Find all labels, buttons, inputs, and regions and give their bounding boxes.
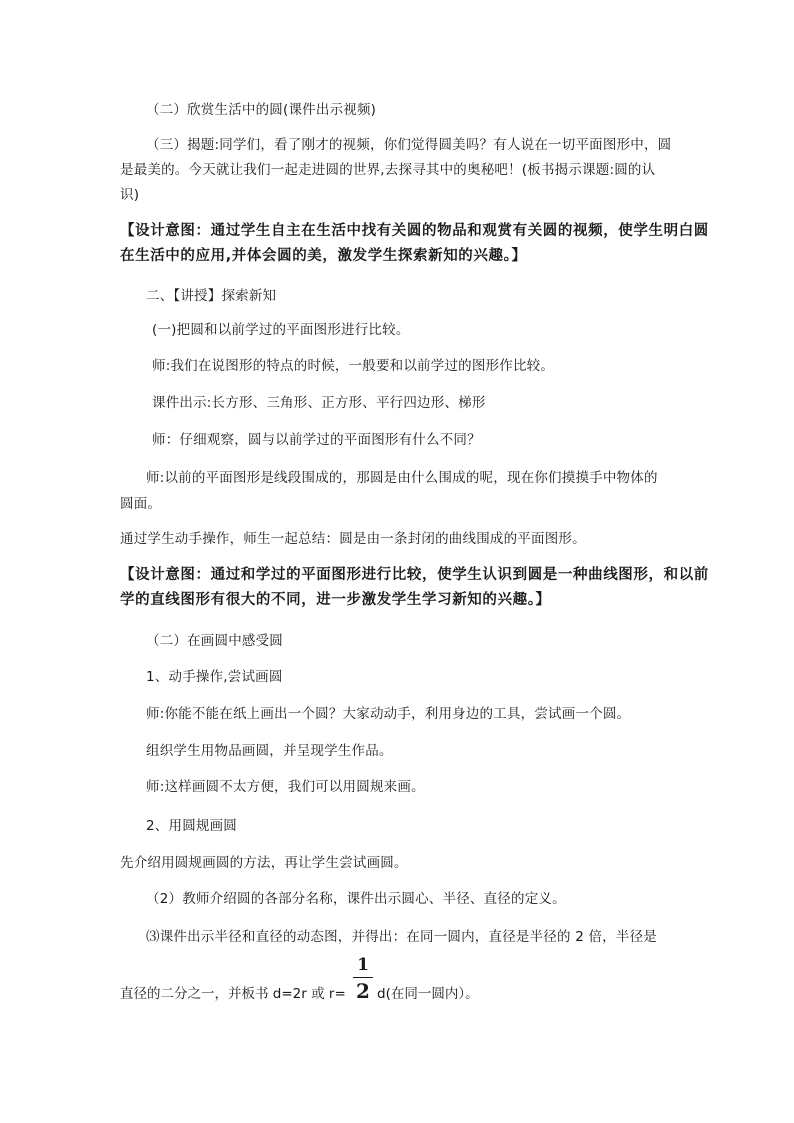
paragraph-reveal-topic-line1: （三）揭题:同学们，看了刚才的视频，你们觉得圆美吗？有人说在一切平面图形中，圆 — [146, 137, 672, 153]
paragraph-radius-diameter-line2-end: d(在同一圆内）。 — [377, 986, 479, 1002]
paragraph-appreciate-circles: （二）欣赏生活中的圆(课件出示视频) — [146, 102, 377, 118]
paragraph-reveal-topic-line3: 识) — [120, 187, 140, 203]
section-heading-draw-circle: （二）在画圆中感受圆 — [146, 633, 283, 649]
fraction-denominator: 2 — [356, 979, 370, 1003]
paragraph-organize-students: 组织学生用物品画圆，并呈现学生作品。 — [146, 743, 393, 759]
fraction-numerator: 1 — [357, 955, 369, 975]
paragraph-radius-diameter-line2-start: 直径的二分之一，并板书 d=2r 或 r= — [120, 986, 346, 1002]
paragraph-teacher-curves-line1: 师:以前的平面图形是线段围成的，那圆是由什么围成的呢，现在你们摸摸手中物体的 — [146, 470, 658, 486]
paragraph-teacher-draw: 师:你能不能在纸上画出一个圆？大家动动手，利用身边的工具，尝试画一个圆。 — [146, 706, 631, 722]
paragraph-teacher-observe: 师：仔细观察，圆与以前学过的平面图形有什么不同？ — [152, 432, 481, 448]
paragraph-radius-diameter-line1: ⑶课件出示半径和直径的动态图，并得出：在同一圆内，直径是半径的 2 倍，半径是 — [146, 929, 657, 945]
paragraph-use-compass: 师:这样画圆不太方便，我们可以用圆规来画。 — [146, 779, 425, 795]
paragraph-try-drawing: 1、动手操作,尝试画圆 — [146, 669, 283, 685]
design-intent-1-line1: 【设计意图：通过学生自主在生活中找有关圆的物品和观赏有关圆的视频，使学生明白圆 — [120, 223, 709, 239]
paragraph-compass-title: 2、用圆规画圆 — [146, 818, 237, 834]
paragraph-teacher-compare: 师:我们在说图形的特点的时候，一般要和以前学过的图形作比较。 — [152, 358, 555, 374]
section-heading-explore: 二、【讲授】探索新知 — [146, 288, 277, 304]
fraction-one-half — [352, 955, 374, 1002]
design-intent-1-line2: 在生活中的应用,并体会圆的美，激发学生探索新知的兴趣。】 — [120, 248, 527, 264]
design-intent-2-line1: 【设计意图：通过和学过的平面图形进行比较，使学生认识到圆是一种曲线图形，和以前 — [120, 567, 709, 583]
paragraph-courseware-shapes: 课件出示:长方形、三角形、正方形、平行四边形、梯形 — [152, 395, 486, 411]
paragraph-compass-method: 先介绍用圆规画圆的方法，再让学生尝试画圆。 — [120, 855, 408, 871]
paragraph-teacher-curves-line2: 圆面。 — [120, 496, 162, 512]
fraction-bar — [353, 977, 373, 978]
paragraph-reveal-topic-line2: 是最美的。今天就让我们一起走进圆的世界,去探寻其中的奥秘吧！(板书揭示课题:圆的认 — [120, 162, 656, 178]
design-intent-2-line2: 学的直线图形有很大的不同，进一步激发学生学习新知的兴趣。】 — [120, 592, 551, 608]
paragraph-summary: 通过学生动手操作，师生一起总结：圆是由一条封闭的曲线围成的平面图形。 — [120, 531, 586, 547]
paragraph-compare-shapes: (一)把圆和以前学过的平面图形进行比较。 — [152, 322, 410, 338]
paragraph-circle-parts: （2）教师介绍圆的各部分名称，课件出示圆心、半径、直径的定义。 — [146, 891, 566, 907]
